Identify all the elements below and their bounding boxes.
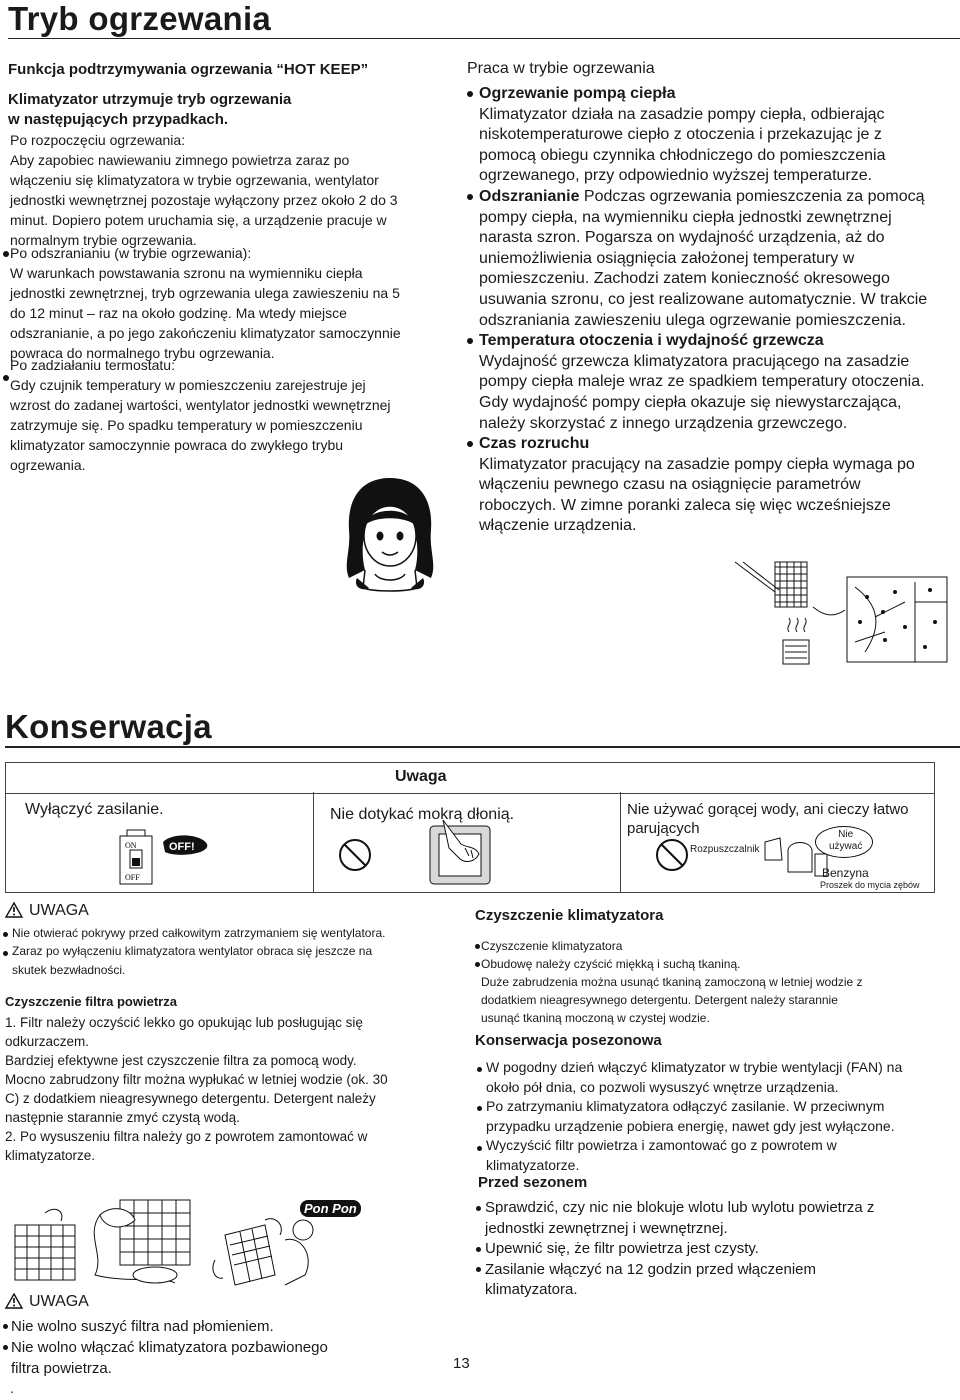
pre-season-paragraph [485,1198,874,1301]
thermostat-line: ogrzewania. [10,457,86,473]
ac-clean-title: Czyszczenie klimatyzatora [475,907,664,924]
start-line: Aby zapobiec nawiewaniu zimnego powietrza zaraz po [10,152,350,168]
filter-line: klimatyzatorze. [5,1148,96,1163]
item-head: Ogrzewanie pompą ciepła [479,85,676,102]
warning2-title: UWAGA [29,1293,89,1310]
heating-defrost-paragraph [10,243,455,363]
item-line: Wydajność grzewcza klimatyzatora pracującego na zasadzie [479,352,910,370]
bullet [475,944,480,949]
bullet [3,1324,8,1329]
filter-line: następnie starannie zmyć czystą wodą. [5,1110,240,1125]
item-line: odszraniania zawieszeniu ulega ogrzewanie pomieszczenia. [479,311,906,329]
thermostat-line: Po zadziałaniu termostatu: [10,357,175,373]
filter-line: odkurzaczem. [5,1034,90,1049]
start-line: minut. Dopiero potem uruchamia się, a urządzenie pracuje w [10,212,387,228]
cell-hot-water-line: parujących [627,820,700,837]
bullet [3,1345,8,1350]
prohibited-icon [338,838,372,872]
seasonal-line: około pół dnia, co pozwoli wysuszyć wnętrze urządzenia. [486,1078,839,1095]
do-not-use-line: używać [829,841,863,852]
trailing-dot: . [10,1380,14,1396]
bullet [467,441,473,447]
title-rule [8,38,960,39]
seasonal-line: W pogodny dzień włączyć klimatyzator w trybie wentylacji (FAN) na [486,1059,903,1075]
pre-season-line: jednostki zewnętrznej i wewnętrznej. [485,1219,728,1237]
warning-icon [5,1293,23,1309]
warning1-item: skutek bezwładności. [12,963,126,977]
warning1-item: Zaraz po wyłączeniu klimatyzatora wentylator obraca się jeszcze na [12,944,373,958]
warning1-heading [5,902,89,920]
start-line: normalnym trybie ogrzewania. [10,232,197,248]
item-line: Gdy wydajność pompy ciepła okazuje się niewystarczająca, [479,393,902,411]
heating-thermostat-paragraph [10,355,455,475]
ac-clean-line: Duże zabrudzenia można usunąć tkaniną zamoczoną w letniej wodzie z [481,975,863,989]
bullet [3,375,9,381]
pre-season-line: Upewnić się, że filtr powietrza jest czysty. [485,1240,759,1257]
seasonal-line: klimatyzatorze. [486,1156,580,1173]
seasonal-line: Wyczyścić filtr powietrza i zamontować go z powrotem w [486,1137,837,1153]
petrol-label: Benzyna [822,866,869,880]
heat-mode-work-title: Praca w trybie ogrzewania [467,60,655,77]
warning1-title: UWAGA [29,902,89,919]
item-head: Czas rozruchu [479,435,590,453]
start-line: Po rozpoczęciu ogrzewania: [10,132,186,148]
bullet [476,1247,481,1252]
item-line: pompy ciepła maleje wraz ze spadkiem temperatury otoczenia. [479,373,925,391]
item-head-rest: Podczas ogrzewania pomieszczenia za pomocą [579,187,925,205]
defrost-line: powraca do normalnego trybu ogrzewania. [10,345,275,361]
item-line: niskotemperaturowe ciepło z otoczenia i przekazując je z [479,126,882,144]
pre-season-line: klimatyzatora. [485,1281,578,1298]
notice-title: Uwaga [395,768,447,785]
warning1-item: Nie otwierać pokrywy przed całkowitym zatrzymaniem się wentylatora. [12,926,386,940]
item-line: pomieszczeniu. Zachodzi zatem konieczność okresowego [479,270,890,288]
item-head: Temperatura otoczenia i wydajność grzewcza [479,332,824,350]
filter-line: C) z dodatkiem nieagresywnego detergentu. Detergent należy [5,1091,376,1106]
bullet [467,91,473,97]
item-line: włączenie urządzenia. [479,517,637,535]
item-line: Klimatyzator pracujący na zasadzie pompy ciepła wymaga po [479,455,915,473]
off-sign-text: OFF! [169,841,195,853]
defrost-line: jednostki zewnętrznej, tryb ogrzewania ulega zawieszeniu na 5 [10,285,400,301]
bullet [475,962,480,967]
prohibited-icon [655,838,689,872]
do-not-use-line: Nie [838,829,854,840]
item-line: ogrzewanego, przy odpowiednio wyższej temperaturze. [479,167,873,185]
defrost-line: do 12 minut – raz na około godzinę. Ma wtedy miejsce [10,305,347,321]
hotkeep-intro-2: w następujących przypadkach. [8,111,229,128]
seasonal-title: Konserwacja posezonowa [475,1032,662,1049]
ac-clean-line: Obudowę należy czyścić miękką i suchą tkaniną. [481,957,741,971]
item-head: Odszranianie [479,187,580,205]
maintenance-title: Konserwacja [5,708,212,745]
bullet [3,251,9,257]
warning2-item: filtra powietrza. [11,1360,112,1377]
pon-pon-text: Pon Pon [300,1200,361,1217]
item-line: narasta szron. Pogarsza on wydajność urządzenia, aż do [479,229,885,247]
bullet [477,1067,482,1072]
filter-line: Bardziej efektywne jest czyszczenie filtra za pomocą wody. [5,1053,357,1068]
ac-clean-line: usunąć tkaniną moczoną w czystej wodzie. [481,1011,710,1025]
item-line: uniemożliwienia osiągnięcia założonej temperatury w [479,249,855,267]
heat-mode-work-list [470,84,960,537]
page-number: 13 [453,1355,470,1372]
thermostat-line: wzrost do zadanej wartości, wentylator jednostki wewnętrznej [10,397,391,413]
item-line: usuwania szronu, co jest realizowane automatycznie. W trakcie [479,290,928,308]
start-line: jednostki wewnętrznej pozostaje wyłączony przez około 2 do 3 [10,192,398,208]
filter-line: 2. Po wysuszeniu filtra należy go z powrotem zamontować w [5,1129,368,1144]
notice-divider [313,792,314,892]
seasonal-line: Po zatrzymaniu klimatyzatora odłączyć zasilanie. W przeciwnym [486,1098,885,1114]
thermostat-line: klimatyzator samoczynnie powraca do zwykłego trybu [10,437,344,453]
item-line: Klimatyzator działa na zasadzie pompy ciepła, odbierając [479,105,885,123]
defrost-line: W warunkach powstawania szronu na wymienniku ciepła [10,265,363,281]
toothpaste-label: Proszek do mycia zębów [820,880,920,890]
heating-start-paragraph [10,130,455,250]
bullet [3,932,8,937]
maintenance-rule [5,746,960,748]
item-line: włączeniu pewnego czasu na osiągnięcie parametrów [479,476,861,494]
filter-line: Mocno zabrudzony filtr można wypłukać w letniej wodzie (ok. 30 [5,1072,388,1087]
item-line: pompy ciepła, na wymienniku ciepła jednostki zewnętrznej [479,208,892,226]
filter-line: 1. Filtr należy oczyścić lekko go opukując lub posługując się [5,1015,363,1030]
item-line: roboczych. W zimne poranki zaleca się więc wcześniejsze [479,496,891,514]
solvent-label: Rozpuszczalnik [690,844,760,855]
ac-clean-paragraph [481,937,863,1027]
page-title: Tryb ogrzewania [8,0,272,37]
seasonal-paragraph [486,1058,902,1175]
list-item [470,331,960,434]
start-line: włączeniu się klimatyzatora w trybie ogrzewania, wentylator [10,172,379,188]
item-line: pomocą obiegu czynnika chłodniczego do pomieszczenia [479,146,886,164]
bullet [467,338,473,344]
pre-season-line: Sprawdzić, czy nic nie blokuje wlotu lub wylotu powietrza z [485,1199,875,1216]
switch-off-label: OFF [125,873,140,882]
bullet [477,1146,482,1151]
bullet [467,194,473,200]
pre-season-title: Przed sezonem [478,1174,588,1191]
defrost-line: Po odszranianiu (w trybie ogrzewania): [10,245,252,261]
bullet [3,951,8,956]
filter-paragraph [5,1013,460,1165]
notice-divider [620,792,621,892]
warning2-item: Nie wolno suszyć filtra nad płomieniem. [11,1318,274,1335]
seasonal-line: przypadku urządzenie pobiera energię, nawet gdy jest wyłączone. [486,1117,895,1134]
heat-pump-illustration [735,562,955,672]
power-switch-icon [115,830,215,885]
hotkeep-intro-1: Klimatyzator utrzymuje tryb ogrzewania [8,91,292,108]
bullet [476,1267,481,1272]
ac-clean-line: Czyszczenie klimatyzatora [481,939,623,953]
filter-title: Czyszczenie filtra powietrza [5,994,177,1009]
do-not-use-text [829,829,862,853]
warning2-heading [5,1293,89,1311]
cell-hot-water-line: Nie używać gorącej wody, ani cieczy łatwo [627,801,909,818]
thermostat-line: Gdy czujnik temperatury w pomieszczeniu zarejestruje jej [10,377,366,393]
warning-icon [5,902,23,918]
switch-on-label: ON [125,841,137,850]
defrost-line: odszranianie, a po jego zakończeniu klimatyzator samoczynnie [10,325,401,341]
cell-power-off: Wyłączyć zasilanie. [25,801,164,818]
notice-header-box [5,762,935,794]
hotkeep-title: Funkcja podtrzymywania ogrzewania “HOT KEEP” [8,61,369,78]
vacuum-filter-illustration [5,1195,205,1285]
girl-illustration [335,470,445,605]
bullet [476,1206,481,1211]
pre-season-line: Zasilanie włączyć na 12 godzin przed włączeniem [485,1260,816,1278]
item-line: należy skorzystać z innego urządzenia grzewczego. [479,414,848,432]
list-item [470,434,960,537]
list-item [470,187,960,331]
cell-wet-hands: Nie dotykać mokrą dłonią. [330,806,515,823]
warning2-item: Nie wolno włączać klimatyzatora pozbawionego [11,1339,328,1356]
list-item [470,84,960,187]
ac-clean-line: dodatkiem nieagresywnego detergentu. Detergent należy starannie [481,993,838,1007]
wet-hand-icon [425,818,495,886]
bullet [477,1106,482,1111]
thermostat-line: zatrzymuje się. Po spadku temperatury w pomieszczeniu [10,417,363,433]
